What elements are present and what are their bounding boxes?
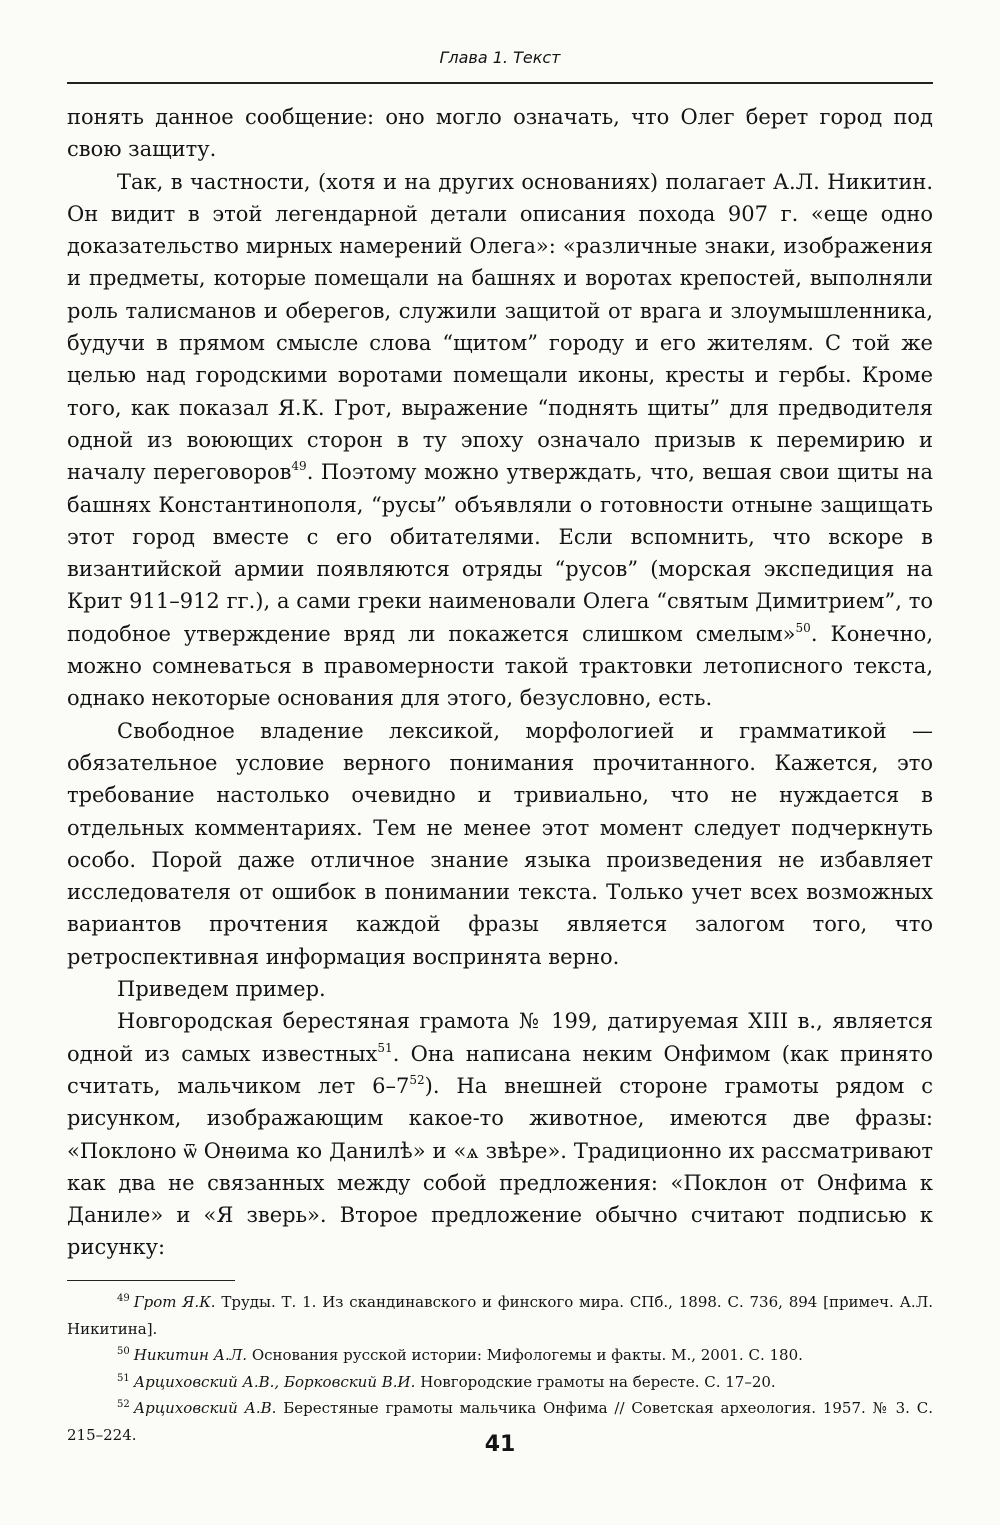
footnote-author: Арциховский А.В. — [133, 1399, 277, 1417]
paragraph-text: понять данное сообщение: оно могло означать, что Олег берет город под свою защиту. — [67, 105, 933, 162]
footnote-49 — [67, 1289, 933, 1342]
footnote-author: Грот Я.К. — [133, 1293, 216, 1311]
paragraph-5 — [67, 1005, 933, 1263]
footnote-text: Основания русской истории: Мифологемы и факты. М., 2001. С. 180. — [247, 1346, 803, 1364]
paragraph-text: . Поэтому можно утверждать, что, вешая свои щиты на башнях Константинополя, “русы” объявляли о готовности отныне защищать этот город вместе с его обитателями. Если вспомнить, что вскоре в византийской армии появляются отряды “русов” (морская экспедиция на Крит 911–912 гг.), а сами греки наименовали Олега “святым Димитрием”, то подобное утверждение вряд ли покажется слишком смелым» — [67, 460, 933, 646]
footnote-text: Берестяные грамоты мальчика Онфима // Советская археология. 1957. № 3. С. 215–224. — [67, 1399, 933, 1444]
paragraph-3 — [67, 715, 933, 973]
paragraph-text: ). На внешней стороне грамоты рядом с рисунком, изображающим какое-то животное, имеются две фразы: «Поклоно ѿ Онѳима ко Данилѣ» и «ѧ звѣре». Традиционно их рассматривают как два не связанных между собой предложения: «Поклон от Онфима к Даниле» и «Я зверь». Второе предложение обычно считают подписью к рисунку: — [67, 1073, 933, 1260]
footnote-number: 49 — [117, 1293, 130, 1304]
footnote-50 — [67, 1342, 933, 1369]
footnote-51 — [67, 1369, 933, 1396]
main-text — [67, 101, 933, 1264]
paragraph-text: Приведем пример. — [117, 977, 326, 1002]
footnote-number: 51 — [117, 1372, 130, 1384]
footnote-ref: 50 — [795, 620, 811, 635]
page-number: 41 — [484, 1432, 516, 1457]
paragraph-1 — [67, 101, 933, 166]
header-rule — [67, 82, 933, 84]
footnote-text: Труды. Т. 1. Из скандинавского и финского мира. СПб., 1898. С. 736, 894 [примеч. А.Л. Никитина]. — [67, 1293, 933, 1338]
footnotes — [67, 1289, 933, 1448]
footnote-number: 50 — [117, 1346, 130, 1357]
paragraph-text: . Конечно, можно сомневаться в правомерности такой трактовки летописного текста, однако некоторые основания для этого, безусловно, есть. — [67, 621, 933, 711]
paragraph-4 — [67, 973, 933, 1005]
paragraph-text: Свободное владение лексикой, морфологией и грамматикой — обязательное условие верного понимания прочитанного. Кажется, это требование настолько очевидно и тривиально, что не нуждается в отдельных комментариях. Тем не менее этот момент следует подчеркнуть особо. Порой даже отличное знание языка произведения не избавляет исследователя от ошибок в понимании текста. Только учет всех возможных вариантов прочтения каждой фразы является залогом того, что ретроспективная информация воспринята верно. — [67, 718, 933, 969]
footnote-ref: 49 — [291, 459, 307, 474]
footnote-number: 52 — [117, 1399, 130, 1410]
paragraph-2 — [67, 166, 933, 715]
footnote-text: Новгородские грамоты на бересте. С. 17–20. — [415, 1372, 776, 1391]
footnote-author: Арциховский А.В., Борковский В.И. — [133, 1372, 416, 1391]
footnote-ref: 51 — [377, 1040, 393, 1055]
footnote-author: Никитин А.Л. — [133, 1346, 248, 1364]
footnote-rule — [67, 1280, 235, 1281]
paragraph-text: . Она написана неким Онфимом (как принято считать, мальчиком лет 6–7 — [67, 1041, 934, 1098]
paragraph-text: Новгородская берестяная грамота № 199, датируемая XIII в., является одной из самых известных — [67, 1009, 933, 1066]
paragraph-text: Так, в частности, (хотя и на других основаниях) полагает А.Л. Никитин. Он видит в этой легендарной детали описания похода 907 г. «еще одно доказательство мирных намерений Олега»: «различные знаки, изображения и предметы, которые помещали на башнях и воротах крепостей, выполняли роль талисманов и оберегов, служили защитой от врага и злоумышленника, будучи в прямом смысле слова “щитом” городу и его жителям. С той же целью над городскими воротами помещали иконы, кресты и гербы. Кроме того, как показал Я.К. Грот, выражение “поднять щиты” для предводителя одной из воюющих сторон в ту эпоху означало призыв к перемирию и началу переговоров — [67, 169, 933, 485]
running-header: Глава 1. Текст — [439, 48, 561, 67]
footnote-ref: 52 — [409, 1072, 425, 1087]
